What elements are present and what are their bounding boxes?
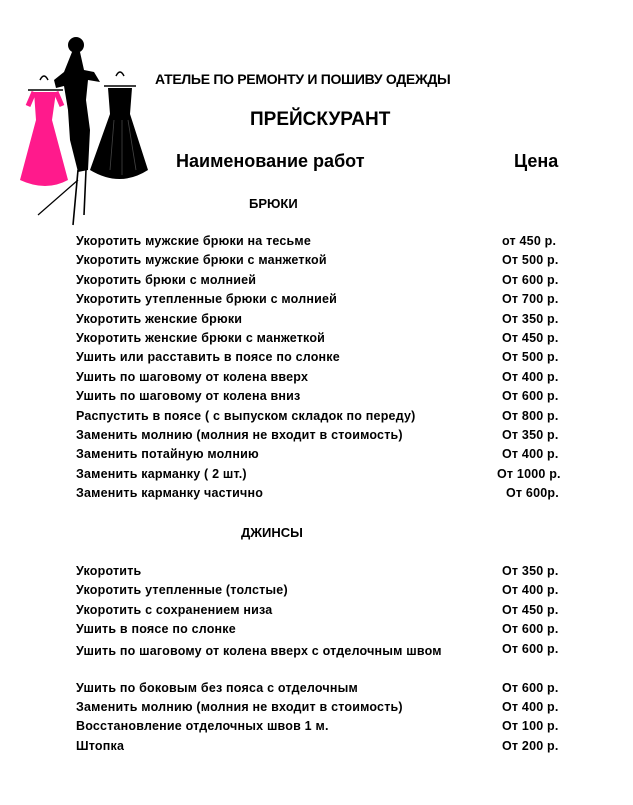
price-row (76, 681, 576, 700)
service-name: Заменить карманку частично (76, 486, 264, 501)
column-header-price: Цена (514, 151, 559, 171)
black-dress-icon (90, 72, 148, 179)
service-price: От 100 р. (502, 719, 559, 734)
service-price: От 350 р. (502, 564, 559, 578)
service-name: Укоротить (76, 564, 142, 578)
service-name: Укоротить утепленные (толстые) (76, 583, 288, 598)
price-row (76, 370, 576, 389)
service-name: Укоротить женские брюки (76, 311, 243, 326)
service-price: От 600 р. (502, 641, 559, 656)
service-price: От 400 р. (502, 699, 559, 714)
service-price: От 600 р. (502, 389, 559, 404)
price-row (76, 467, 576, 486)
price-row (76, 583, 576, 602)
service-name: Восстановление отделочных швов 1 м. (76, 719, 329, 734)
service-price: От 350 р. (502, 427, 559, 442)
service-name: Ушить по боковым без пояса с отделочным (76, 680, 358, 695)
service-price: От 400 р. (502, 447, 559, 462)
service-name: Распустить в поясе ( с выпуском складок по переду) (76, 408, 416, 423)
price-row (76, 234, 576, 253)
service-name: Укоротить мужские брюки на тесьме (76, 234, 312, 248)
service-name: Заменить потайную молнию (76, 447, 259, 462)
price-row (76, 622, 576, 641)
service-price: От 600 р. (502, 680, 559, 695)
section-title-trousers: БРЮКИ (249, 196, 298, 211)
studio-title: АТЕЛЬЕ ПО РЕМОНТУ И ПОШИВУ ОДЕЖДЫ (155, 71, 451, 87)
price-row (76, 253, 576, 272)
service-name: Заменить карманку ( 2 шт.) (76, 466, 247, 481)
service-name: Штопка (76, 738, 125, 753)
service-price: От 700 р. (502, 292, 559, 307)
service-price: От 350 р. (502, 311, 559, 326)
service-name: Укоротить брюки с молнией (76, 272, 257, 287)
service-price: От 800 р. (502, 408, 559, 423)
service-name: Ушить в поясе по слонке (76, 622, 236, 637)
price-row (76, 312, 576, 331)
service-price: От 1000 р. (497, 466, 561, 481)
service-name: Укоротить женские брюки с манжеткой (76, 330, 326, 345)
fashion-illustration-logo (18, 30, 158, 230)
price-row (76, 292, 576, 311)
price-row (76, 273, 576, 292)
service-name: Заменить молнию (молния не входит в стоимость) (76, 699, 403, 714)
price-row (76, 350, 576, 369)
price-row (76, 486, 576, 505)
pink-dress-icon (20, 76, 68, 186)
service-name: Ушить по шаговому от колена вниз (76, 389, 301, 404)
service-price: От 500 р. (502, 253, 559, 268)
price-row (76, 719, 576, 738)
price-row (76, 428, 576, 447)
service-name: Ушить или расставить в поясе по слонке (76, 350, 340, 365)
service-name: Укоротить с сохранением низа (76, 602, 273, 617)
price-list-jeans (76, 564, 576, 758)
service-name: Ушить по шаговому от колена вверх с отделочным швом (76, 643, 442, 658)
service-price: От 600 р. (502, 622, 559, 637)
price-row (76, 739, 576, 758)
price-row (76, 389, 576, 408)
service-name: Заменить молнию (молния не входит в стоимость) (76, 427, 403, 442)
service-price: От 500 р. (502, 350, 559, 365)
price-row (76, 331, 576, 350)
section-title-jeans: ДЖИНСЫ (241, 525, 303, 540)
price-row (76, 700, 576, 719)
service-name: Укоротить утепленные брюки с молнией (76, 292, 338, 307)
service-name: Ушить по шаговому от колена вверх (76, 369, 309, 384)
service-price: От 450 р. (502, 330, 559, 345)
service-name: Укоротить мужские брюки с манжеткой (76, 253, 327, 268)
service-price: От 600 р. (502, 272, 559, 287)
service-price: От 450 р. (502, 602, 559, 617)
service-price: От 600р. (506, 486, 559, 501)
price-row (76, 564, 576, 583)
price-row (76, 447, 576, 466)
price-row (76, 642, 576, 681)
price-row (76, 409, 576, 428)
price-row (76, 603, 576, 622)
service-price: От 200 р. (502, 738, 559, 753)
price-list-trousers (76, 234, 576, 505)
document-title: ПРЕЙСКУРАНТ (250, 109, 391, 130)
service-price: От 400 р. (502, 583, 559, 598)
service-price: От 400 р. (502, 369, 559, 384)
service-price: от 450 р. (502, 234, 557, 248)
column-header-name: Наименование работ (176, 151, 365, 171)
